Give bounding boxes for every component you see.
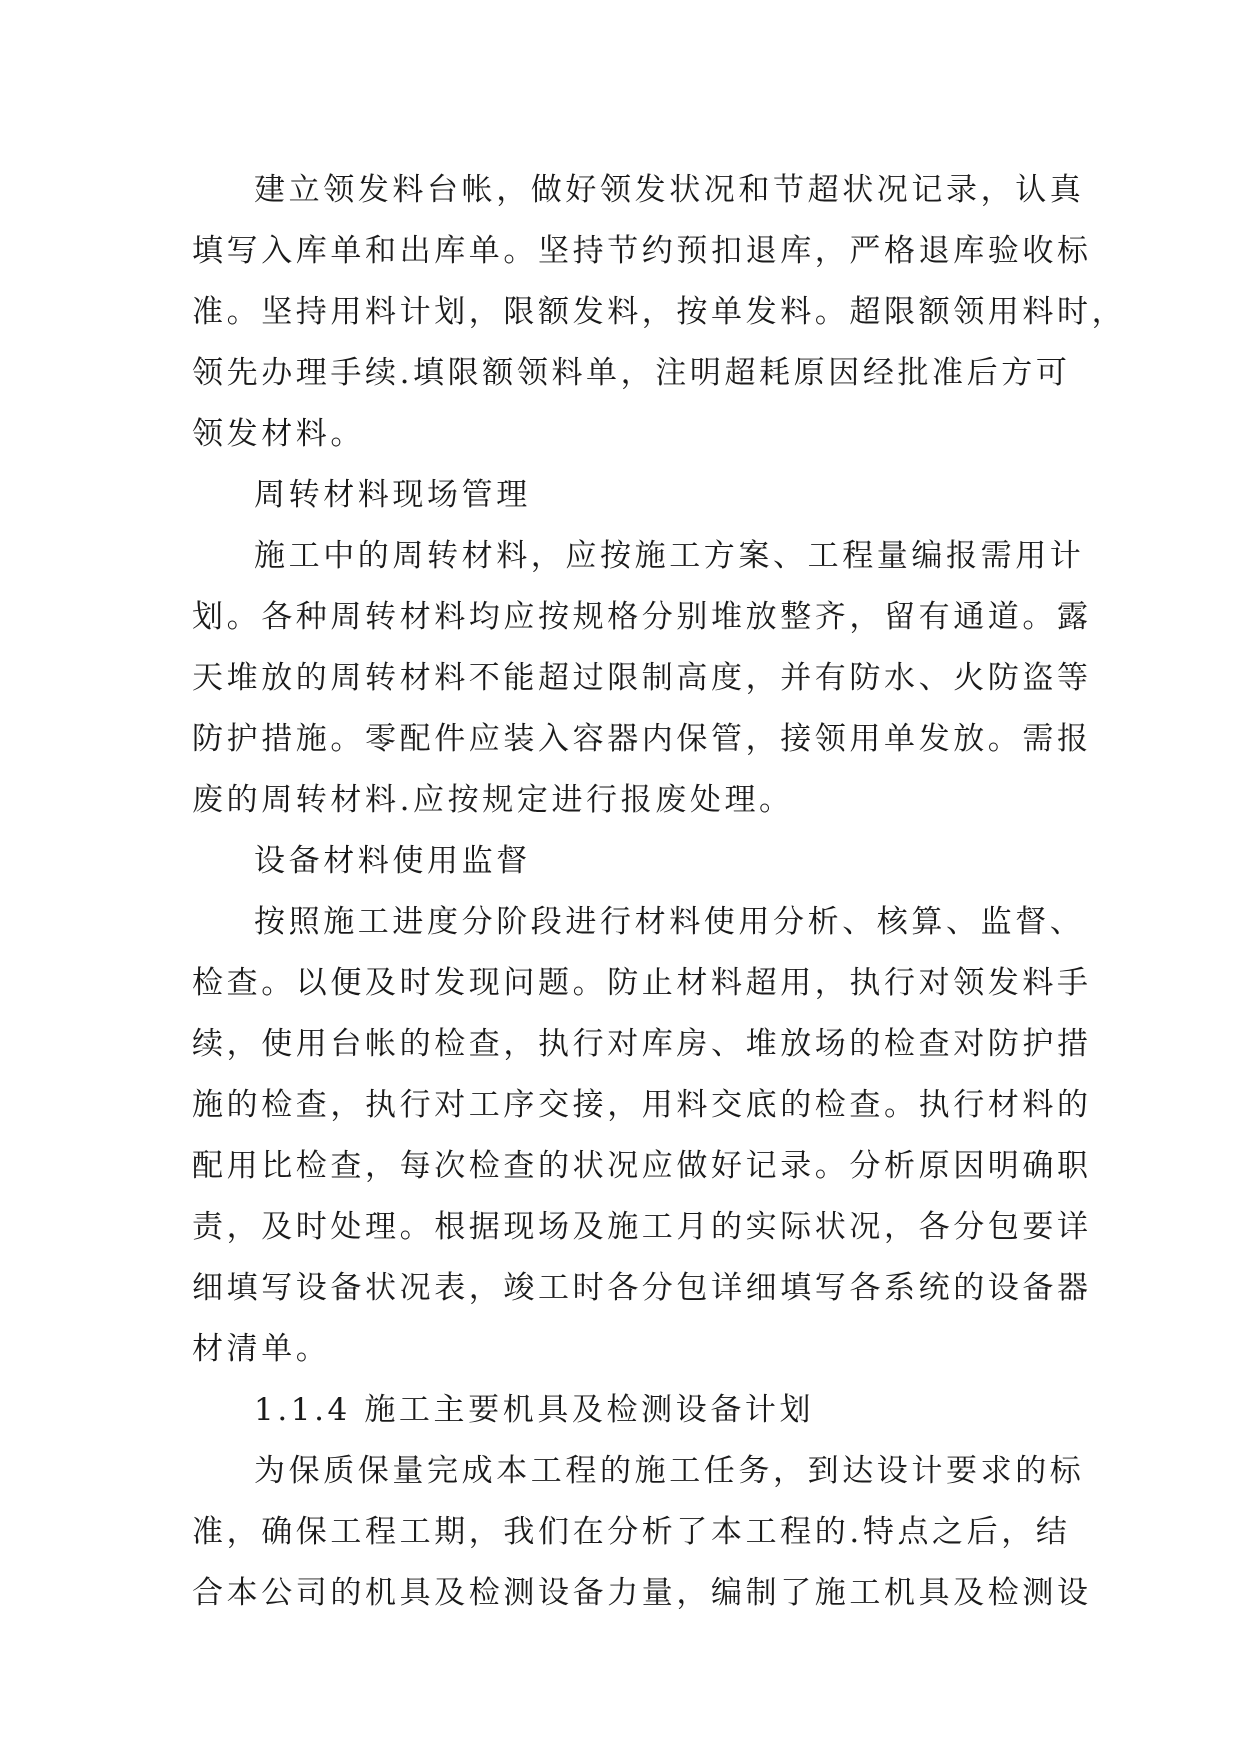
paragraph-line: 废的周转材料.应按规定进行报废处理。 <box>192 782 794 818</box>
paragraph-line: 准，确保工程工期，我们在分析了本工程的.特点之后，结 <box>192 1514 1071 1550</box>
paragraph-line: 领先办理手续.填限额领料单，注明超耗原因经批准后方可 <box>192 355 1071 391</box>
section-heading: 1.1.4 施工主要机具及检测设备计划 <box>254 1392 815 1428</box>
paragraph-line: 防护措施。零配件应装入容器内保管，接领用单发放。需报 <box>192 721 1092 757</box>
paragraph-line: 施工中的周转材料，应按施工方案、工程量编报需用计 <box>254 538 1085 574</box>
section-heading: 设备材料使用监督 <box>254 843 531 879</box>
paragraph-line: 填写入库单和出库单。坚持节约预扣退库，严格退库验收标 <box>192 233 1092 269</box>
paragraph-line: 检查。以便及时发现问题。防止材料超用，执行对领发料手 <box>192 965 1092 1001</box>
paragraph-line: 划。各种周转材料均应按规格分别堆放整齐，留有通道。露 <box>192 599 1092 635</box>
paragraph-line: 配用比检查，每次检查的状况应做好记录。分析原因明确职 <box>192 1148 1092 1184</box>
paragraph-line: 领发材料。 <box>192 416 365 452</box>
paragraph-line: 续，使用台帐的检查，执行对库房、堆放场的检查对防护措 <box>192 1026 1092 1062</box>
paragraph-line: 按照施工进度分阶段进行材料使用分析、核算、监督、 <box>254 904 1085 940</box>
paragraph-line: 合本公司的机具及检测设备力量，编制了施工机具及检测设 <box>192 1575 1092 1611</box>
paragraph-line: 施的检查，执行对工序交接，用料交底的检查。执行材料的 <box>192 1087 1092 1123</box>
paragraph-line: 细填写设备状况表，竣工时各分包详细填写各系统的设备器 <box>192 1270 1092 1306</box>
paragraph-line: 天堆放的周转材料不能超过限制高度，并有防水、火防盗等 <box>192 660 1092 696</box>
paragraph-line: 材清单。 <box>192 1331 331 1367</box>
paragraph-line: 为保质保量完成本工程的施工任务，到达设计要求的标 <box>254 1453 1085 1489</box>
paragraph-line: 准。坚持用料计划，限额发料，按单发料。超限额领用料时， <box>192 294 1127 330</box>
paragraph-line: 建立领发料台帐，做好领发状况和节超状况记录，认真 <box>254 172 1085 208</box>
paragraph-line: 责，及时处理。根据现场及施工月的实际状况，各分包要详 <box>192 1209 1092 1245</box>
section-heading: 周转材料现场管理 <box>254 477 531 513</box>
body-text <box>192 160 1127 1624</box>
